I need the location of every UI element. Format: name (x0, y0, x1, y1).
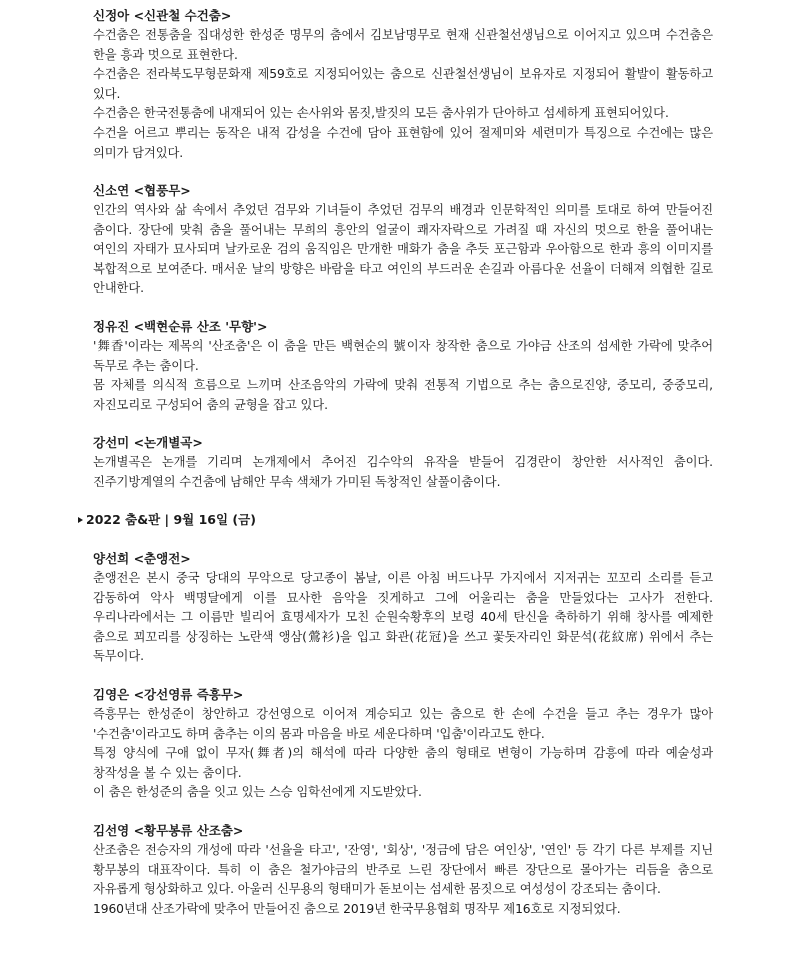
triangle-bullet-icon (78, 517, 83, 523)
performer-section (93, 434, 713, 492)
performer-section (93, 822, 713, 919)
description-paragraph: 수건춤은 전라북도무형문화재 제59호로 지정되어있는 춤으로 신관철선생님이 보유자로 지정되어 활발이 활동하고 있다. (93, 67, 713, 101)
performer-title: 신정아 <신관철 수건춤> (93, 8, 232, 23)
description-paragraph: 이 춤은 한성준의 춤을 잇고 있는 스승 임학선에게 지도받았다. (93, 785, 422, 800)
description-paragraph: 즉흥무는 한성준이 창안하고 강선영으로 이어져 계승되고 있는 춤으로 한 손에 수건을 들고 추는 경우가 많아 '수건춤'이라고도 하며 춤추는 이의 몸과 마음을 바로 세운다하며 '입춤'이라고도 한다. (93, 707, 713, 741)
performer-title: 김영은 <강선영류 즉흥무> (93, 687, 244, 702)
description-paragraph: 춘앵전은 본시 중국 당대의 무악으로 당고종이 봄날, 이른 아침 버드나무 가지에서 지저귀는 꼬꼬리 소리를 듣고 감동하여 악사 백명달에게 이를 묘사한 음악을 짓게하고 그에 어울리는 춤을 만들었다는 고사가 전한다. 우리나라에서는 그 이름만 빌리어 효명세자가 모친 순원숙황후의 보령 40세 탄신을 축하하기 위해 창사를 예제한 춤으로 꾀꼬리를 상징하는 노란색 앵삼(鶯衫)을 입고 화관(花冠)을 쓰고 꽃돗자리인 화문석(花紋席) 위에서 추는 독무이다. (93, 571, 713, 664)
performer-title: 양선희 <춘앵전> (93, 551, 191, 566)
performer-section (93, 686, 713, 803)
performer-section (93, 550, 713, 667)
description-paragraph: 산조춤은 전승자의 개성에 따라 '선율을 타고', '잔영', '회상', '정금에 담은 여인상', '연인' 등 각기 다른 부제를 지닌 황무봉의 대표작이다. 특히 이 춤은 철가야금의 반주로 느린 장단에서 빠른 장단으로 몰아가는 리듬을 춤으로 자유롭게 형상화하고 있다. 아울러 신무용의 형태미가 돋보이는 섬세한 몸짓으로 여성성이 강조되는 춤이다. (93, 843, 713, 897)
performer-section (93, 7, 713, 163)
description-paragraph: 특정 양식에 구애 없이 무자(舞者)의 해석에 따라 다양한 춤의 형태로 변형이 가능하며 감흥에 따라 예술성과 창작성을 볼 수 있는 춤이다. (93, 746, 713, 780)
description-paragraph: 몸 자체를 의식적 흐름으로 느끼며 산조음악의 가락에 맞춰 전통적 기법으로 추는 춤으로진양, 중모리, 중중모리, 자진모리로 구성되어 춤의 균형을 잡고 있다. (93, 378, 713, 412)
description-paragraph: 수건을 어르고 뿌리는 동작은 내적 감성을 수건에 담아 표현함에 있어 절제미와 세련미가 특징으로 수건에는 많은 의미가 담겨있다. (93, 125, 713, 160)
description-paragraph: 논개별곡은 논개를 기리며 논개제에서 추어진 김수악의 유작을 받들어 김경란이 창안한 서사적인 춤이다. 진주기방계열의 수건춤에 남해안 무속 색채가 가미된 독창적인 살풀이춤이다. (93, 455, 713, 489)
performer-title: 신소연 <협풍무> (93, 183, 191, 198)
performer-section (93, 182, 713, 299)
performer-title: 김선영 <황무봉류 산조춤> (93, 823, 244, 838)
description-paragraph: 수건춤은 전통춤을 집대성한 한성준 명무의 춤에서 김보남명무로 현재 신관철선생님으로 이어지고 있으며 수건춤은 한을 흥과 멋으로 표현한다. (93, 28, 713, 62)
description-paragraph: 수건춤은 한국전통춤에 내재되어 있는 손사위와 몸짓,발짓의 모든 춤사위가 단아하고 섬세하게 표현되어있다. (93, 106, 669, 121)
description-paragraph: '舞香'이라는 제목의 '산조춤'은 이 춤을 만든 백현순의 號이자 창작한 춤으로 가야금 산조의 섬세한 가락에 맞추어 독무로 추는 춤이다. (93, 339, 713, 373)
performer-title: 정유진 <백현순류 산조 '무향'> (93, 319, 268, 334)
performance-date-heading (78, 511, 256, 529)
performance-date-text: 2022 춤&판 | 9월 16일 (금) (86, 512, 256, 527)
performer-section (93, 318, 713, 415)
performer-title: 강선미 <논개별곡> (93, 435, 203, 450)
description-paragraph: 인간의 역사와 삶 속에서 추었던 검무와 기녀들이 추었던 검무의 배경과 인문학적인 의미를 토대로 하여 만들어진 춤이다. 장단에 맞춰 춤을 풀어내는 무희의 흥안의 얼굴이 쾌자자락으로 가려질 때 자신의 멋으로 한을 풀어내는 여인의 자태가 묘사되며 날카로운 검의 움직임은 만개한 매화가 춤을 추듯 포근함과 우아함으로 한과 흥의 이미지를 복합적으로 보여준다. 매서운 날의 방향은 바람을 타고 여인의 부드러운 손길과 아름다운 선율이 더해져 의협한 길로 안내한다. (93, 203, 713, 296)
description-paragraph: 1960년대 산조가락에 맞추어 만들어진 춤으로 2019년 한국무용협회 명작무 제16호로 지정되었다. (93, 901, 621, 916)
